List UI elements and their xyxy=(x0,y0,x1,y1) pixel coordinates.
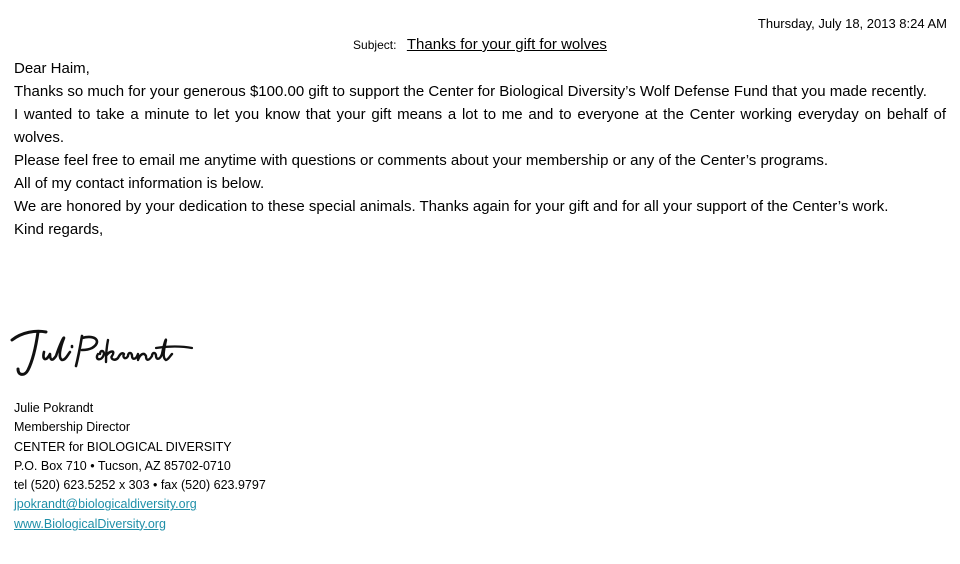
email-link[interactable]: jpokrandt@biologicaldiversity.org xyxy=(14,497,197,512)
paragraph-thanks: We are honored by your dedication to these special animals. Thanks again for your gift and for all your support of the Center’s work. xyxy=(14,198,889,215)
sender-phone: tel (520) 623.5252 x 303 • fax (520) 623.9797 xyxy=(14,478,266,493)
subject-label: Subject: xyxy=(353,38,397,52)
website-link[interactable]: www.BiologicalDiversity.org xyxy=(14,516,166,531)
sender-address: P.O. Box 710 • Tucson, AZ 85702-0710 xyxy=(14,458,231,473)
letter-body xyxy=(14,57,946,241)
subject-line xyxy=(0,36,960,54)
subject-value: Thanks for your gift for wolves xyxy=(406,36,607,53)
paragraph-info: All of my contact information is below. xyxy=(14,175,265,192)
closing: Kind regards, xyxy=(14,221,104,238)
signature-block xyxy=(14,399,266,534)
paragraph-contact: Please feel free to email me anytime with questions or comments about your membership or any of the Center’s programs. xyxy=(14,152,828,169)
sender-organization: CENTER for BIOLOGICAL DIVERSITY xyxy=(14,439,232,454)
paragraph-gift: Thanks so much for your generous $100.00 gift to support the Center for Biological Diversity’s Wolf Defense Fund that you made recently. xyxy=(14,83,927,100)
sender-name: Julie Pokrandt xyxy=(14,401,94,415)
paragraph-meaning: I wanted to take a minute to let you know that your gift means a lot to me and to everyone at the Center working everyday on behalf of wolves. xyxy=(14,106,946,146)
salutation: Dear Haim, xyxy=(14,60,90,77)
handwritten-signature xyxy=(6,316,196,386)
sender-title: Membership Director xyxy=(14,420,131,435)
email-date: Thursday, July 18, 2013 8:24 AM xyxy=(757,16,947,31)
